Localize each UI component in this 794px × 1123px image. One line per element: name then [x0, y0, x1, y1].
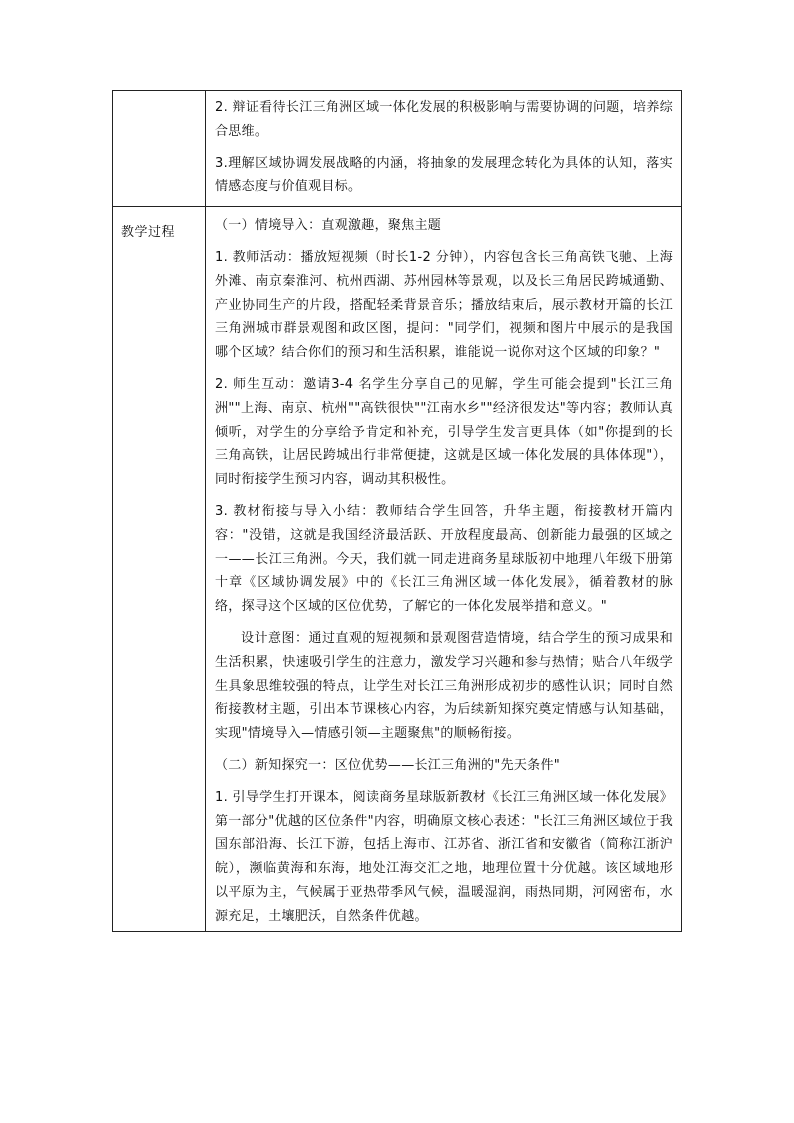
- lesson-plan-table: [112, 90, 682, 932]
- section2-paragraph-1: 1. 引导学生打开课本，阅读商务星球版新教材《长江三角洲区域一体化发展》第一部分"优越的区位条件"内容，明确原文核心表述："长江三角洲区域位于我国东部沿海、长江下游，包括上海市、江苏省、浙江省和安徽省（简称江浙沪皖），濒临黄海和东海，地处江海交汇之地，地理位置十分优越。该区域地形以平原为主，气候属于亚热带季风气候，温暖湿润，雨热同期，河网密布，水源充足，土壤肥沃，自然条件优越。: [215, 789, 673, 924]
- process-row: [113, 207, 682, 931]
- process-content-cell: [206, 207, 682, 931]
- objectives-label-cell: [113, 91, 206, 207]
- section1-paragraph-3: 3. 教材衔接与导入小结：教师结合学生回答，升华主题，衔接教材开篇内容："没错，这就是我国经济最活跃、开放程度最高、创新能力最强的区域之一——长江三角洲。今天，我们就一同走进商务星球版初中地理八年级下册第十章《区域协调发展》中的《长江三角洲区域一体化发展》，循着教材的脉络，探寻这个区域的区位优势，了解它的一体化发展举措和意义。": [215, 503, 673, 615]
- section1-paragraph-1: 1. 教师活动：播放短视频（时长1-2 分钟），内容包含长三角高铁飞驰、上海外滩、南京秦淮河、杭州西湖、苏州园林等景观，以及长三角居民跨城通勤、产业协同生产的片段，搭配轻柔背景音乐；播放结束后，展示教材开篇的长江三角洲城市群景观图和政区图，提问："同学们，视频和图片中展示的是我国哪个区域？结合你们的预习和生活积累，谁能说一说你对这个区域的印象？": [215, 249, 673, 361]
- objective-item-3: 3.理解区域协调发展战略的内涵，将抽象的发展理念转化为具体的认知，落实情感态度与价值观目标。: [215, 155, 673, 195]
- section1-design-intent: 设计意图：通过直观的短视频和景观图营造情境，结合学生的预习成果和生活积累，快速吸引学生的注意力，激发学习兴趣和参与热情；贴合八年级学生具象思维较强的特点，让学生对长江三角洲形成初步的感性认识；同时自然衔接教材主题，引出本节课核心内容，为后续新知探究奠定情感与认知基础，实现"情境导入—情感引领—主题聚焦"的顺畅衔接。: [215, 630, 673, 742]
- section1-heading: （一）情境导入：直观激趣，聚焦主题: [215, 218, 442, 234]
- section2-heading: （二）新知探究一：区位优势——长江三角洲的"先天条件": [215, 757, 561, 773]
- process-label: 教学过程: [113, 207, 206, 931]
- objectives-content-cell: [206, 91, 682, 207]
- objectives-row: [113, 91, 682, 207]
- objective-item-2: 2. 辩证看待长江三角洲区域一体化发展的积极影响与需要协调的问题，培养综合思维。: [215, 100, 673, 139]
- section1-paragraph-2: 2. 师生互动：邀请3-4 名学生分享自己的见解，学生可能会提到"长江三角洲""上海、南京、杭州""高铁很快""江南水乡""经济很发达"等内容；教师认真倾听，对学生的分享给予肯定和补充，引导学生发言更具体（如"你提到的长三角高铁，让居民跨城出行非常便捷，这就是区域一体化发展的具体体现"），同时衔接学生预习内容，调动其积极性。: [215, 376, 673, 488]
